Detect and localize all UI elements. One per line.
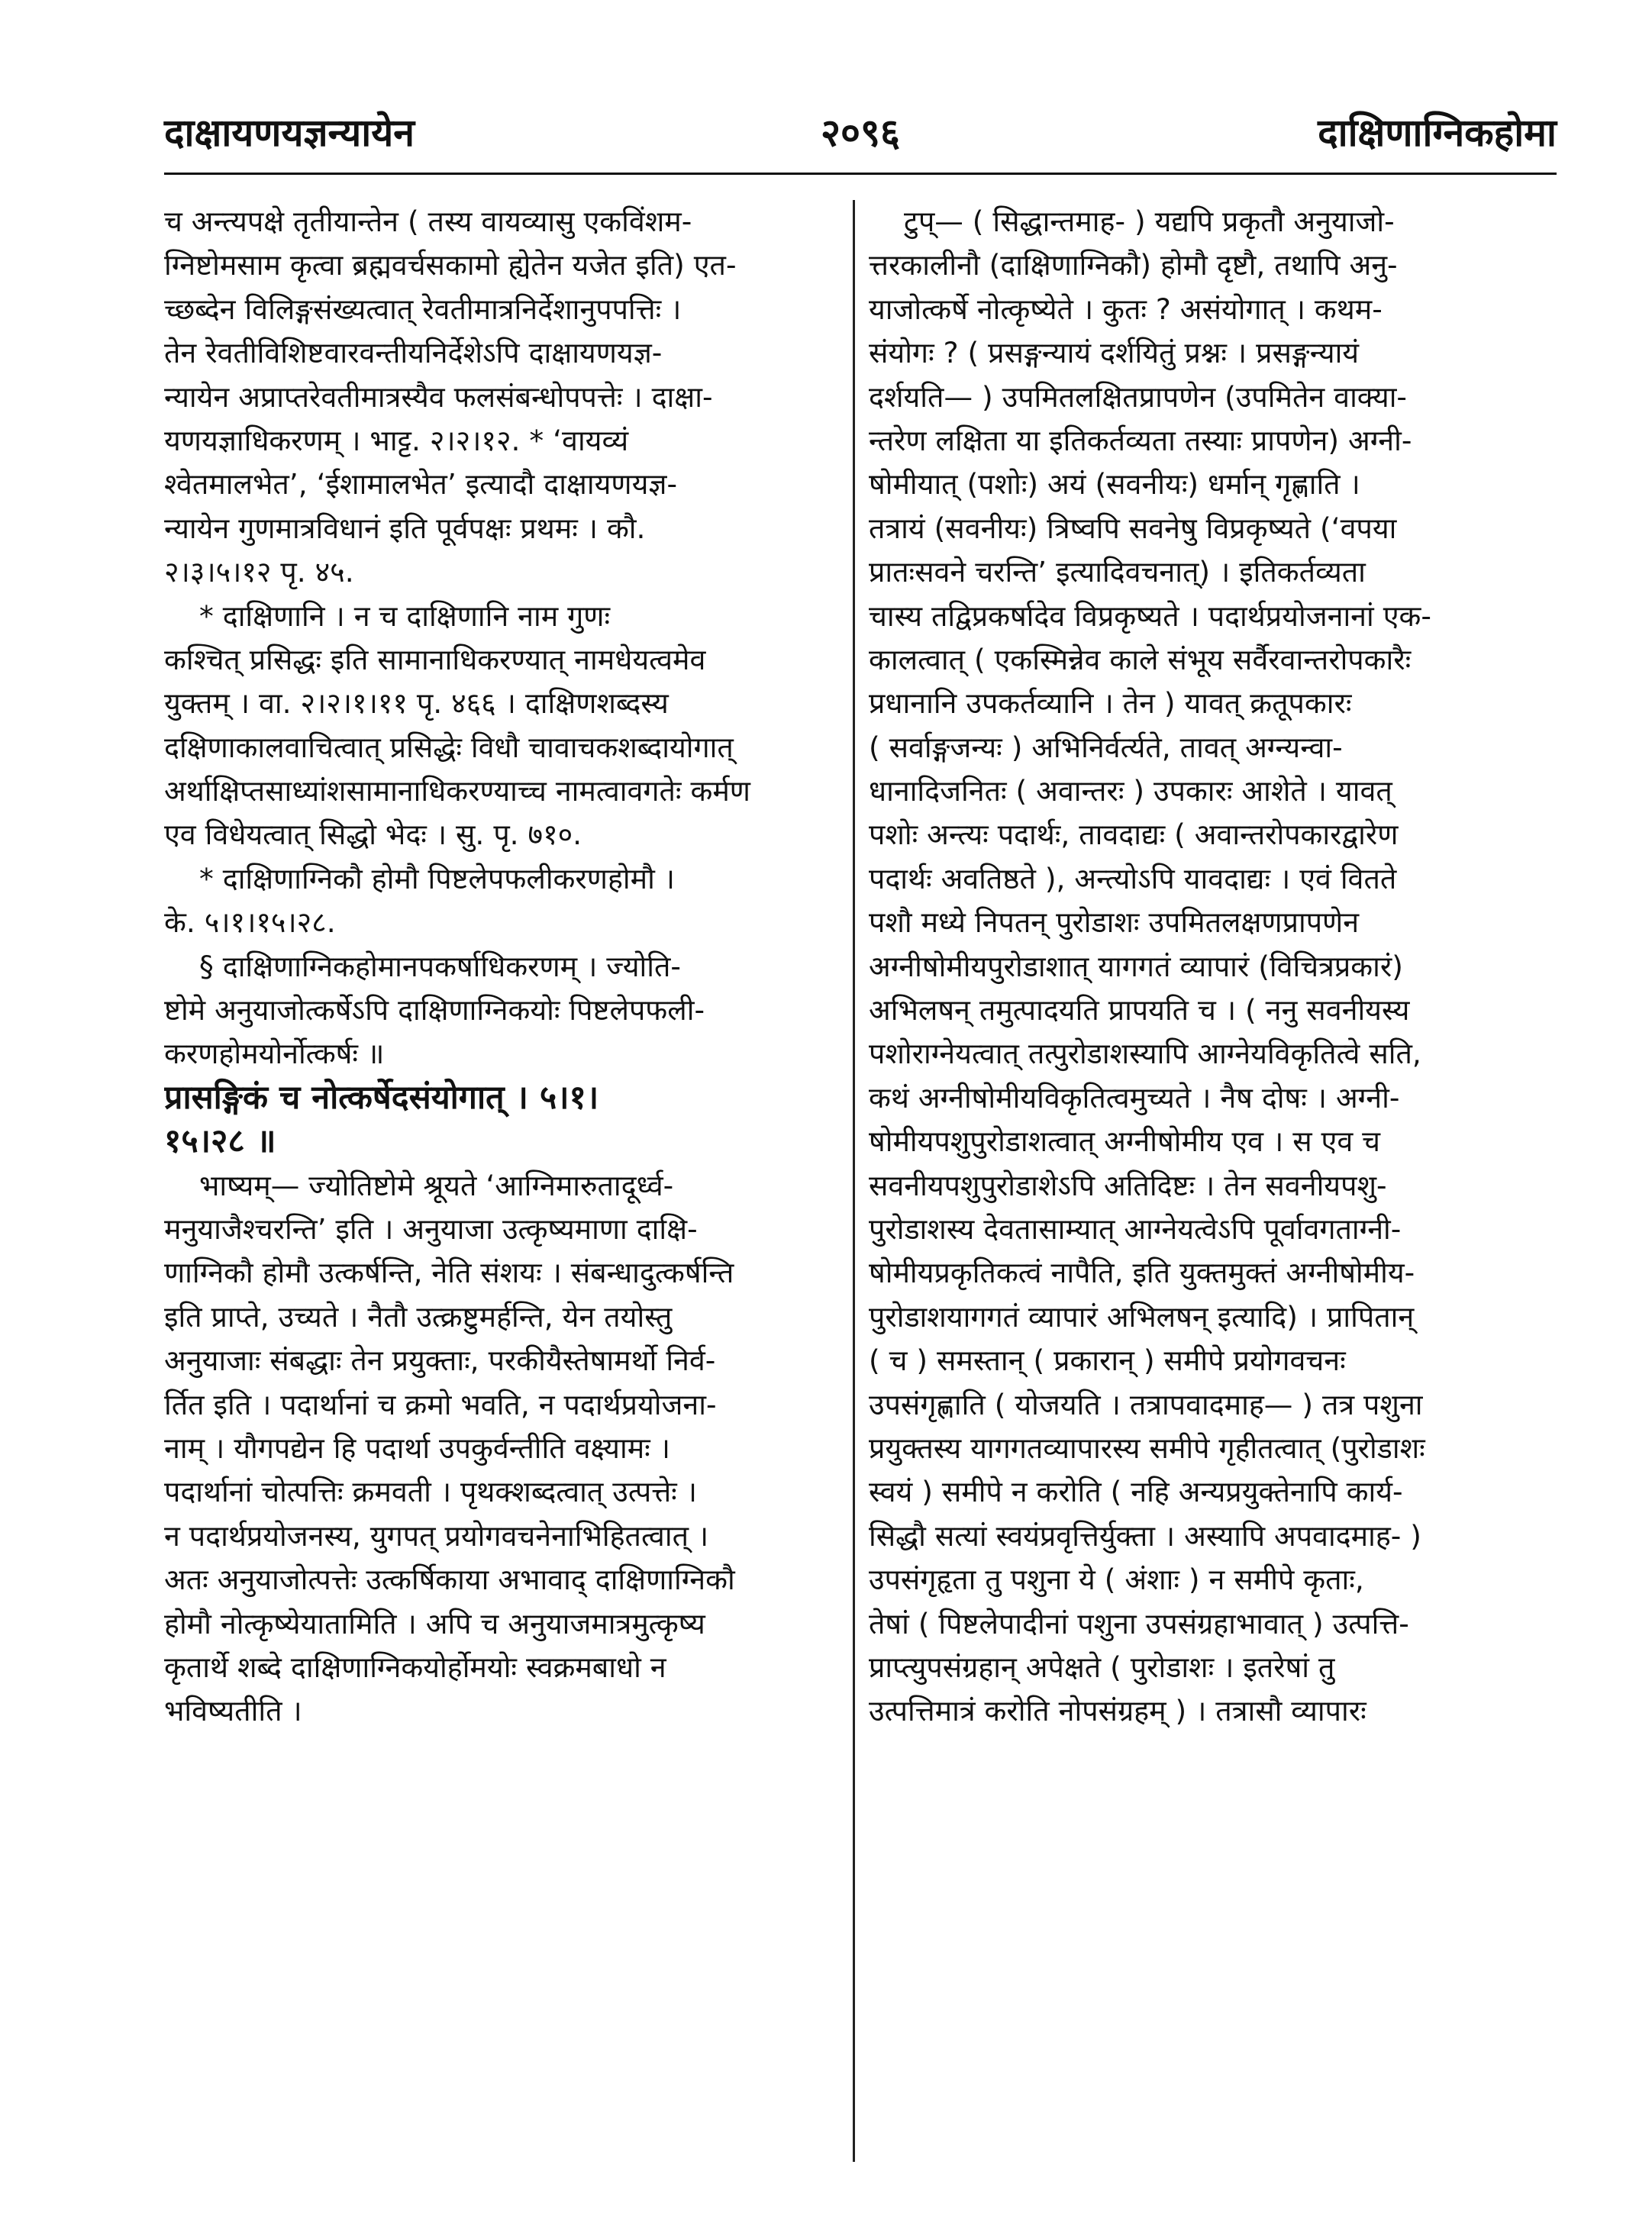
right-column-line: पशोः अन्त्यः पदार्थः, तावदाद्यः ( अवान्तरोपकारद्वारेण xyxy=(869,818,1399,852)
left-column-line: तेन रेवतीविशिष्टवारवन्तीयनिर्देशेऽपि दाक्षायणयज्ञ- xyxy=(164,336,663,370)
right-column-line: टुप्— ( सिद्धान्तमाह- ) यद्यपि प्रकृतौ अनुयाजो- xyxy=(904,205,1395,238)
right-column-line: दर्शयति— ) उपमितलक्षितप्रापणेन (उपमितेन वाक्या- xyxy=(869,379,1407,414)
right-column-line: धानादिजनितः ( अवान्तरः ) उपकारः आशेते । यावत् xyxy=(869,774,1392,808)
left-column-line: प्रासङ्गिकं च नोत्कर्षेदसंयोगात् । ५।१। xyxy=(164,1078,599,1117)
header-rule xyxy=(164,173,1557,175)
page-header xyxy=(164,105,1557,159)
right-column-line: स्वयं ) समीपे न करोति ( नहि अन्यप्रयुक्तेनापि कार्य- xyxy=(869,1475,1403,1509)
left-column-line: भाष्यम्— ज्योतिष्टोमे श्रूयते ‘आग्निमारुतादूर्ध्व- xyxy=(199,1168,674,1202)
left-column-line: § दाक्षिणाग्निकहोमानपकर्षाधिकरणम् । ज्योति- xyxy=(199,949,681,983)
left-column-line: ष्टोमे अनुयाजोत्कर्षेऽपि दाक्षिणाग्निकयोः पिष्टलेपफली- xyxy=(164,993,705,1027)
right-column-line: पुरोडाशयागगतं व्यापारं अभिलषन् इत्यादि) । प्रापितान् xyxy=(869,1299,1415,1334)
left-column-line: के. ५।१।१५।२८. xyxy=(164,905,336,940)
column-divider xyxy=(853,200,855,2162)
left-column-line: न्यायेन अप्राप्तरेवतीमात्रस्यैव फलसंबन्धोपपत्तेः । दाक्षा- xyxy=(164,379,713,414)
left-column-line: णाग्निकौ होमौ उत्कर्षन्ति, नेति संशयः । संबन्धादुत्कर्षन्ति xyxy=(164,1256,734,1290)
left-column-line: र्तित इति । पदार्थानां च क्रमो भवति, न पदार्थप्रयोजना- xyxy=(164,1387,717,1421)
left-column-line: करणहोमयोर्नोत्कर्षः ॥ xyxy=(164,1037,385,1071)
left-column-line: पदार्थानां चोत्पत्तिः क्रमवती । पृथक्शब्दत्वात् उत्पत्तेः । xyxy=(164,1475,697,1509)
left-column-line: च अन्त्यपक्षे तृतीयान्तेन ( तस्य वायव्यासु एकविंशम- xyxy=(164,205,692,238)
right-column-line: चास्य तद्विप्रकर्षादेव विप्रकृष्यते । पदार्थप्रयोजनानां एक- xyxy=(869,598,1431,633)
right-column-line: अभिलषन् तमुत्पादयति प्रापयति च । ( ननु सवनीयस्य xyxy=(869,993,1410,1027)
right-column-line: षोमीयप्रकृतिकत्वं नापैति, इति युक्तमुक्तं अग्नीषोमीय- xyxy=(869,1256,1415,1290)
left-column-line: यणयज्ञाधिकरणम् । भाट्ट. २।२।१२. * ‘वायव्यं xyxy=(164,423,629,457)
left-column-line: * दाक्षिणानि । न च दाक्षिणानि नाम गुणः xyxy=(199,598,611,633)
right-column-line: तेषां ( पिष्टलेपादीनां पशुना उपसंग्रहाभावात् ) उत्पत्ति- xyxy=(869,1606,1409,1640)
left-column-line: दक्षिणाकालवाचित्वात् प्रसिद्धेः विधौ चावाचकशब्दायोगात् xyxy=(164,730,734,764)
left-column-line: अनुयाजाः संबद्धाः तेन प्रयुक्ताः, परकीयैस्तेषामर्थो निर्व- xyxy=(164,1344,716,1378)
left-column-line: भविष्यतीति । xyxy=(164,1694,302,1728)
right-column-line: प्रयुक्तस्य यागगतव्यापारस्य समीपे गृहीतत्वात् (पुरोडाशः xyxy=(869,1431,1425,1465)
right-column-line: न्तरेण लक्षिता या इतिकर्तव्यता तस्याः प्रापणेन) अग्नी- xyxy=(869,423,1412,457)
left-column-line: २।३।५।१२ पृ. ४५. xyxy=(164,555,354,589)
left-column-line: युक्तम् । वा. २।२।१।११ पृ. ४६६ । दाक्षिणशब्दस्य xyxy=(164,686,669,721)
right-column xyxy=(869,200,1556,1734)
right-column-line: कथं अग्नीषोमीयविकृतित्वमुच्यते । नैष दोषः । अग्नी- xyxy=(869,1080,1400,1115)
left-column-line: अर्थाक्षिप्तसाध्यांशसामानाधिकरण्याच्च नामत्वावगतेः कर्मण xyxy=(164,774,750,808)
right-column-line: त्तरकालीनौ (दाक्षिणाग्निकौ) होमौ दृष्टौ, तथापि अनु- xyxy=(869,248,1398,282)
right-column-line: उपसंगृह्णाति ( योजयति । तत्रापवादमाह— ) तत्र पशुना xyxy=(869,1387,1423,1421)
right-column-line: सवनीयपशुपुरोडाशेऽपि अतिदिष्टः । तेन सवनीयपशु- xyxy=(869,1168,1387,1202)
left-column-line: इति प्राप्ते, उच्यते । नैतौ उत्क्रष्टुमर्हन्ति, येन तयोस्तु xyxy=(164,1299,673,1334)
running-title-left: दाक्षायणयज्ञन्यायेन xyxy=(164,111,415,155)
right-column-line: प्रातःसवने चरन्ति’ इत्यादिवचनात्) । इतिकर्तव्यता xyxy=(869,555,1366,589)
left-column-line: न्यायेन गुणमात्रविधानं इति पूर्वपक्षः प्रथमः । कौ. xyxy=(164,511,646,545)
left-column xyxy=(164,200,842,1734)
left-column-line: कश्चित् प्रसिद्धः इति सामानाधिकरण्यात् नामधेयत्वमेव xyxy=(164,642,706,676)
left-column-line: अतः अनुयाजोत्पत्तेः उत्कर्षिकाया अभावाद् दाक्षिणाग्निकौ xyxy=(164,1563,735,1597)
right-column-line: पुरोडाशस्य देवतासाम्यात् आग्नेयत्वेऽपि पूर्वावगताग्नी- xyxy=(869,1211,1402,1246)
right-column-line: अग्नीषोमीयपुरोडाशात् यागगतं व्यापारं (विचित्रप्रकारं) xyxy=(869,949,1403,983)
left-column-line: श्वेतमालभेत’, ‘ईशामालभेत’ इत्यादौ दाक्षायणयज्ञ- xyxy=(164,467,678,502)
left-column-line: नाम् । यौगपद्येन हि पदार्था उपकुर्वन्तीति वक्ष्यामः । xyxy=(164,1431,670,1465)
right-column-line: याजोत्कर्षे नोत्कृष्येते । कुतः ? असंयोगात् । कथम- xyxy=(869,292,1383,326)
right-column-line: कालत्वात् ( एकस्मिन्नेव काले संभूय सर्वैरवान्तरोपकारैः xyxy=(869,642,1412,676)
left-column-line: * दाक्षिणाग्निकौ होमौ पिष्टलेपफलीकरणहोमौ । xyxy=(199,861,676,895)
right-column-line: ( सर्वाङ्गजन्यः ) अभिनिर्वर्त्यते, तावत् अग्न्यन्वा- xyxy=(869,730,1343,764)
right-column-line: प्रधानानि उपकर्तव्यानि । तेन ) यावत् क्रतूपकारः xyxy=(869,686,1352,721)
left-column-line: एव विधेयत्वात् सिद्धो भेदः । सु. पृ. ७१०. xyxy=(164,818,582,852)
left-column-line: च्छब्देन विलिङ्गसंख्यत्वात् रेवतीमात्रनिर्देशानुपपत्तिः । xyxy=(164,292,682,326)
right-column-line: प्राप्त्युपसंग्रहान् अपेक्षते ( पुरोडाशः । इतरेषां तु xyxy=(869,1650,1335,1684)
right-column-line: ( च ) समस्तान् ( प्रकारान् ) समीपे प्रयोगवचनः xyxy=(869,1344,1346,1378)
right-column-line: पशोराग्नेयत्वात् तत्पुरोडाशस्यापि आग्नेयविकृतित्वे सति, xyxy=(869,1037,1421,1071)
right-column-line: सिद्धौ सत्यां स्वयंप्रवृत्तिर्युक्ता । अस्यापि अपवादमाह- ) xyxy=(869,1518,1421,1553)
right-column-line: उपसंगृहृता तु पशुना ये ( अंशाः ) न समीपे कृताः, xyxy=(869,1563,1364,1597)
right-column-line: उत्पत्तिमात्रं करोति नोपसंग्रहम् ) । तत्रासौ व्यापारः xyxy=(869,1694,1366,1728)
running-title-right: दाक्षिणाग्निकहोमा xyxy=(1318,111,1557,155)
left-column-line: होमौ नोत्कृष्येयातामिति । अपि च अनुयाजमात्रमुत्कृष्य xyxy=(164,1606,705,1640)
page-number: २०९६ xyxy=(821,111,900,155)
left-column-line: मनुयाजैश्चरन्ति’ इति । अनुयाजा उत्कृष्यमाणा दाक्षि- xyxy=(164,1211,698,1246)
left-column-line: १५।२८ ॥ xyxy=(164,1122,276,1161)
right-column-line: षोमीयपशुपुरोडाशत्वात् अग्नीषोमीय एव । स एव च xyxy=(869,1124,1381,1159)
left-column-line: कृतार्थे शब्दे दाक्षिणाग्निकयोर्होमयोः स्वक्रमबाधो न xyxy=(164,1650,666,1684)
left-column-line: ग्निष्टोमसाम कृत्वा ब्रह्मवर्चसकामो ह्येतेन यजेत इति) एत- xyxy=(164,248,737,282)
left-column-line: न पदार्थप्रयोजनस्य, युगपत् प्रयोगवचनेनाभिहितत्वात् । xyxy=(164,1518,709,1553)
right-column-line: तत्रायं (सवनीयः) त्रिष्वपि सवनेषु विप्रकृष्यते (‘वपया xyxy=(869,511,1397,545)
right-column-line: पशौ मध्ये निपतन् पुरोडाशः उपमितलक्षणप्रापणेन xyxy=(869,905,1360,940)
right-column-line: संयोगः ? ( प्रसङ्गन्यायं दर्शयितुं प्रश्नः । प्रसङ्गन्यायं xyxy=(869,336,1360,370)
right-column-line: षोमीयात् (पशोः) अयं (सवनीयः) धर्मान् गृह्णाति । xyxy=(869,467,1360,502)
right-column-line: पदार्थः अवतिष्ठते ), अन्त्योऽपि यावदाद्यः । एवं वितते xyxy=(869,861,1397,895)
